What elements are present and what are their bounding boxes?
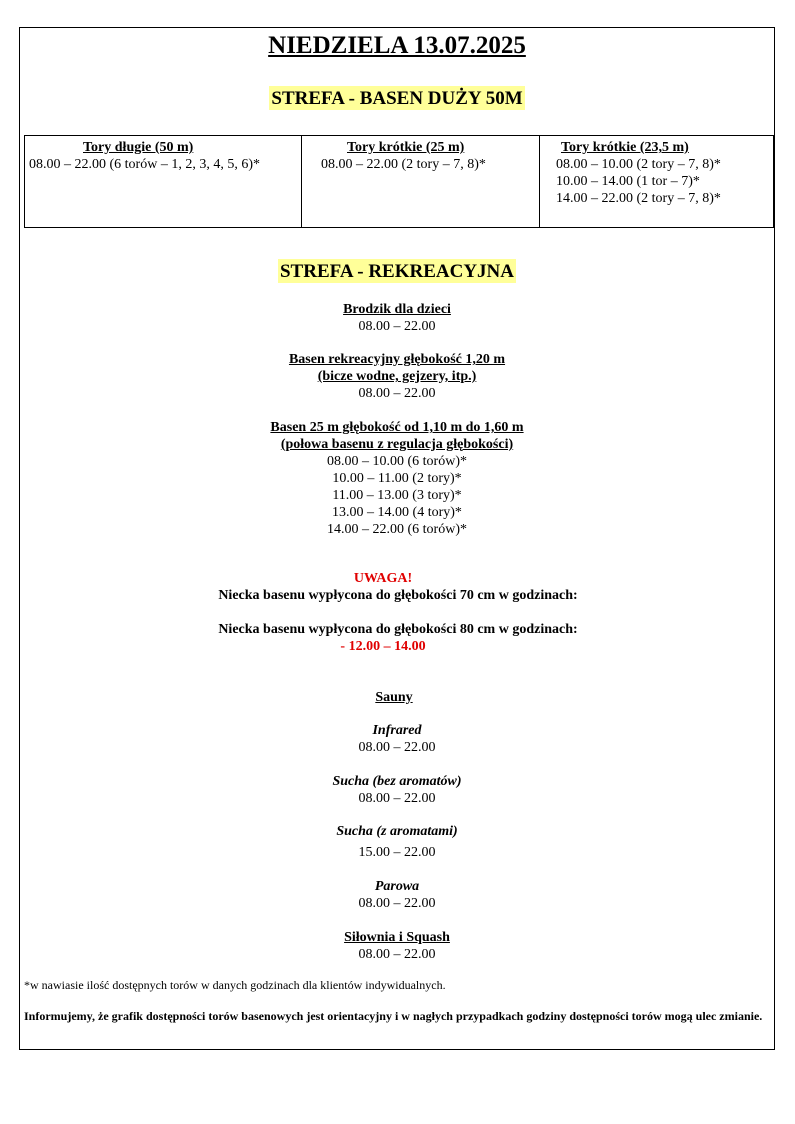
sauna-name: Sucha (z aromatami) xyxy=(336,824,458,839)
info-notice: Informujemy, że grafik dostępności torów basenowych jest orientacyjny i w nagłych przypadkach godziny dostępności torów mogą ulec zmianie. xyxy=(24,1009,763,1023)
pool-25m-hours: 11.00 – 13.00 (3 tory)* xyxy=(332,488,462,503)
lanes-hours: 10.00 – 14.00 (1 tor – 7)* xyxy=(556,174,700,189)
gym-squash-title: Siłownia i Squash xyxy=(344,930,450,945)
lanes-hours: 14.00 – 22.00 (2 tory – 7, 8)* xyxy=(556,191,721,206)
footnote: *w nawiasie ilość dostępnych torów w danych godzinach dla klientów indywidualnych. xyxy=(24,978,446,992)
recreation-pool-section xyxy=(20,351,774,402)
lanes-column-header: Tory długie (50 m) xyxy=(83,140,194,155)
kids-pool-title: Brodzik dla dzieci xyxy=(343,302,451,317)
lanes-column-header: Tory krótkie (25 m) xyxy=(347,140,465,155)
spacer xyxy=(20,604,776,621)
sauna-hours: 08.00 – 22.00 xyxy=(358,740,436,755)
kids-pool-section xyxy=(20,301,774,335)
lanes-column-long xyxy=(25,136,301,227)
lanes-table xyxy=(24,135,774,228)
pool-25m-title: Basen 25 m głębokość od 1,10 m do 1,60 m xyxy=(270,420,524,435)
sauna-infrared xyxy=(20,722,774,756)
lanes-hours: 08.00 – 22.00 (2 tory – 7, 8)* xyxy=(321,157,486,172)
page-title: NIEDZIELA 13.07.2025 xyxy=(268,32,526,59)
zone-big-pool-heading-wrap xyxy=(20,86,774,110)
lanes-column-header: Tory krótkie (23,5 m) xyxy=(561,140,689,155)
lanes-column-short-23-5 xyxy=(539,136,773,227)
recreation-pool-subtitle: (bicze wodne, gejzery, itp.) xyxy=(317,369,477,384)
sauna-hours: 08.00 – 22.00 xyxy=(358,791,436,806)
zone-recreation-heading: STREFA - REKREACYJNA xyxy=(279,261,514,282)
pool-25m-hours: 10.00 – 11.00 (2 tory)* xyxy=(332,471,462,486)
pool-25m-hours: 14.00 – 22.00 (6 torów)* xyxy=(327,522,467,537)
notice-hours-80cm: - 12.00 – 14.00 xyxy=(340,639,426,654)
lanes-column-short-25 xyxy=(301,136,539,227)
sauna-hours: 15.00 – 22.00 xyxy=(358,845,436,860)
sauna-dry-aroma xyxy=(20,823,774,861)
gym-squash-section xyxy=(20,929,774,963)
lanes-hours: 08.00 – 22.00 (6 torów – 1, 2, 3, 4, 5, 6)* xyxy=(29,157,260,172)
sauna-dry-no-aroma xyxy=(20,773,774,807)
recreation-pool-hours: 08.00 – 22.00 xyxy=(358,386,436,401)
pool-25m-hours: 13.00 – 14.00 (4 tory)* xyxy=(332,505,462,520)
sauna-steam xyxy=(20,878,774,912)
sauna-hours: 08.00 – 22.00 xyxy=(358,896,436,911)
sauna-name: Infrared xyxy=(372,723,422,738)
schedule-frame xyxy=(19,27,775,1050)
pool-25m-hours: 08.00 – 10.00 (6 torów)* xyxy=(327,454,467,469)
saunas-title: Sauny xyxy=(375,690,413,705)
notice-line-80cm: Niecka basenu wypłycona do głębokości 80 cm w godzinach: xyxy=(218,622,578,637)
pool-25m-subtitle: (połowa basenu z regulacja głębokości) xyxy=(280,437,514,452)
zone-recreation-heading-wrap xyxy=(20,259,774,283)
sauna-name: Parowa xyxy=(374,879,420,894)
zone-big-pool-heading: STREFA - BASEN DUŻY 50M xyxy=(271,88,523,109)
lanes-hours: 08.00 – 10.00 (2 tory – 7, 8)* xyxy=(556,157,721,172)
kids-pool-hours: 08.00 – 22.00 xyxy=(358,319,436,334)
gym-squash-hours: 08.00 – 22.00 xyxy=(358,947,436,962)
pool-25m-section xyxy=(20,419,774,538)
notice-label: UWAGA! xyxy=(353,571,413,586)
notice-section xyxy=(20,570,776,655)
saunas-title-wrap xyxy=(20,689,774,706)
recreation-pool-title: Basen rekreacyjny głębokość 1,20 m xyxy=(288,352,506,367)
sauna-name: Sucha (bez aromatów) xyxy=(332,774,462,789)
notice-line-70cm: Niecka basenu wypłycona do głębokości 70 cm w godzinach: xyxy=(218,588,578,603)
